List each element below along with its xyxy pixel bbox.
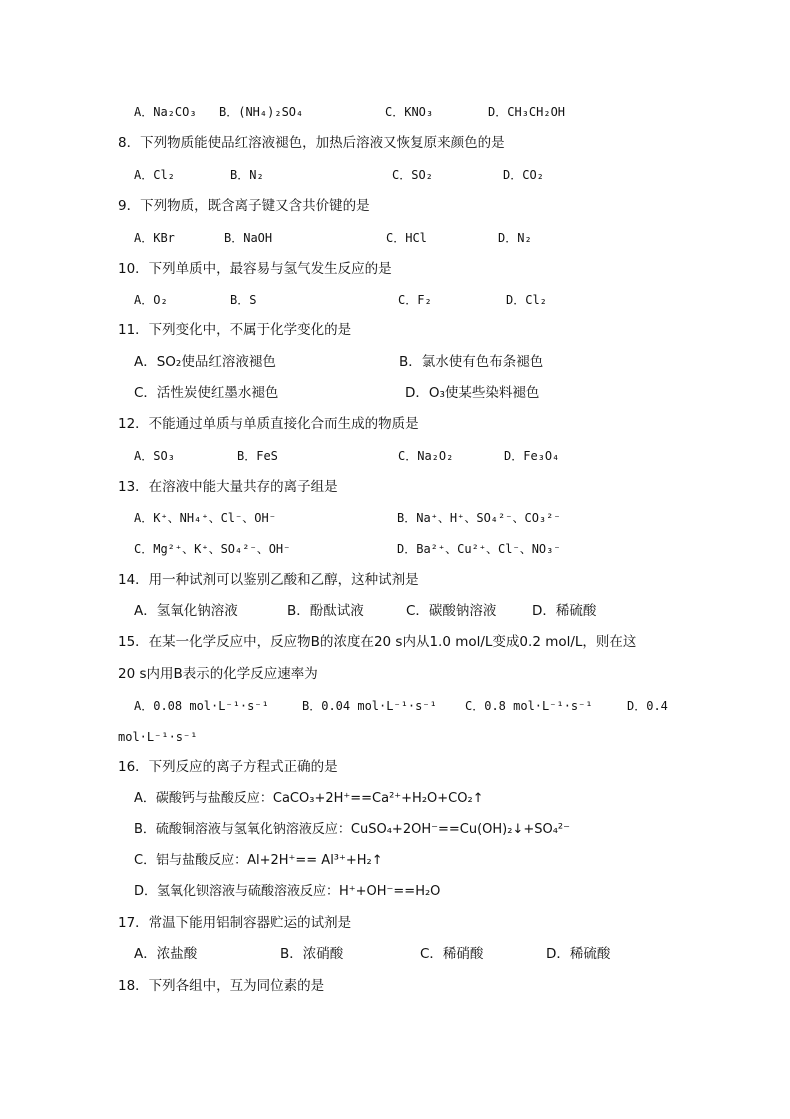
q12-option-d: D．Fe₃O₄ [504, 449, 560, 463]
q13-option-c: C．Mg²⁺、K⁺、SO₄²⁻、OH⁻ [134, 542, 291, 556]
q7-option-d: D．CH₃CH₂OH [488, 105, 566, 119]
q14-option-a: A．氢氧化钠溶液 [134, 603, 238, 619]
q7-option-b: B．(NH₄)₂SO₄ [219, 105, 304, 119]
q13-options-row2 [0, 539, 790, 559]
q15-stem-line2: 20 s内用B表示的化学反应速率为 [118, 666, 318, 682]
q12-option-a: A．SO₃ [134, 449, 175, 463]
q14-options [0, 601, 790, 621]
q17-stem: 17．常温下能用铝制容器贮运的试剂是 [118, 915, 352, 931]
q9-option-b: B．NaOH [224, 231, 273, 245]
q10-option-b: B．S [230, 293, 257, 307]
q7-option-a: A．Na₂CO₃ [134, 105, 197, 119]
q10-option-d: D．Cl₂ [506, 293, 547, 307]
q13-option-d: D．Ba²⁺、Cu²⁺、Cl⁻、NO₃⁻ [397, 542, 561, 556]
q15-option-d-continuation-line [0, 727, 790, 747]
q8-options [0, 165, 790, 185]
q14-option-c: C．碳酸钠溶液 [406, 603, 497, 619]
q13-option-b: B．Na⁺、H⁺、SO₄²⁻、CO₃²⁻ [397, 511, 561, 525]
q8-option-a: A．Cl₂ [134, 168, 175, 182]
q9-options [0, 228, 790, 248]
q10-option-c: C．F₂ [398, 293, 432, 307]
q17-option-c: C．稀硝酸 [420, 946, 484, 962]
q16-option-b: B．硫酸铜溶液与氢氧化钠溶液反应：CuSO₄+2OH⁻==Cu(OH)₂↓+SO₄²⁻ [134, 822, 570, 837]
q16-option-d-line [0, 882, 790, 902]
q10-stem: 10．下列单质中，最容易与氢气发生反应的是 [118, 261, 392, 277]
q8-stem: 8．下列物质能使品红溶液褪色，加热后溶液又恢复原来颜色的是 [118, 135, 505, 151]
q15-option-c: C．0.8 mol·L⁻¹·s⁻¹ [465, 699, 593, 713]
q12-option-b: B．FeS [237, 449, 278, 463]
q11-options-row2 [0, 383, 790, 403]
q17-options [0, 944, 790, 964]
q14-stem: 14．用一种试剂可以鉴别乙酸和乙醇，这种试剂是 [118, 572, 419, 588]
q16-option-a: A．碳酸钙与盐酸反应：CaCO₃+2H⁺==Ca²⁺+H₂O+CO₂↑ [134, 791, 484, 806]
q11-option-a: A．SO₂使品红溶液褪色 [134, 354, 276, 370]
q13-stem: 13．在溶液中能大量共存的离子组是 [118, 479, 338, 495]
q15-option-a: A．0.08 mol·L⁻¹·s⁻¹ [134, 699, 269, 713]
q15-option-b: B．0.04 mol·L⁻¹·s⁻¹ [302, 699, 437, 713]
q15-option-d-continuation: mol·L⁻¹·s⁻¹ [118, 730, 198, 744]
q9-stem: 9．下列物质，既含离子键又含共价键的是 [118, 198, 370, 214]
q7-options [0, 102, 790, 122]
q14-option-b: B．酚酞试液 [287, 603, 364, 619]
q9-option-d: D．N₂ [498, 231, 532, 245]
q11-option-c: C．活性炭使红墨水褪色 [134, 385, 279, 401]
q15-options [0, 696, 790, 716]
q14-option-d: D．稀硫酸 [532, 603, 597, 619]
q17-option-a: A．浓盐酸 [134, 946, 198, 962]
q16-option-b-line [0, 820, 790, 840]
q9-option-a: A．KBr [134, 231, 175, 245]
q16-option-a-line [0, 789, 790, 809]
q15-stem-line1: 15．在某一化学反应中，反应物B的浓度在20 s内从1.0 mol/L变成0.2 mol/L，则在这 [118, 634, 637, 650]
q8-option-b: B．N₂ [230, 168, 264, 182]
q16-stem: 16．下列反应的离子方程式正确的是 [118, 759, 338, 775]
q12-stem: 12．不能通过单质与单质直接化合而生成的物质是 [118, 416, 419, 432]
q13-options-row1 [0, 508, 790, 528]
q8-option-c: C．SO₂ [392, 168, 433, 182]
q13-option-a: A．K⁺、NH₄⁺、Cl⁻、OH⁻ [134, 511, 276, 525]
q16-option-d: D．氢氧化钡溶液与硫酸溶液反应：H⁺+OH⁻==H₂O [134, 884, 441, 899]
q16-option-c: C．铝与盐酸反应：Al+2H⁺== Al³⁺+H₂↑ [134, 853, 383, 868]
q12-option-c: C．Na₂O₂ [398, 449, 454, 463]
q11-stem: 11．下列变化中，不属于化学变化的是 [118, 322, 352, 338]
q17-option-b: B．浓硝酸 [280, 946, 344, 962]
q17-option-d: D．稀硫酸 [546, 946, 611, 962]
q8-option-d: D．CO₂ [503, 168, 544, 182]
q9-option-c: C．HCl [386, 231, 427, 245]
q12-options [0, 446, 790, 466]
q11-option-b: B．氯水使有色布条褪色 [399, 354, 544, 370]
q7-option-c: C．KNO₃ [385, 105, 434, 119]
q18-stem: 18．下列各组中，互为同位素的是 [118, 978, 325, 994]
q10-option-a: A．O₂ [134, 293, 168, 307]
q11-options-row1 [0, 352, 790, 372]
q10-options [0, 290, 790, 310]
q16-option-c-line [0, 851, 790, 871]
q15-option-d: D．0.4 [627, 699, 668, 713]
q11-option-d: D．O₃使某些染料褪色 [405, 385, 540, 401]
